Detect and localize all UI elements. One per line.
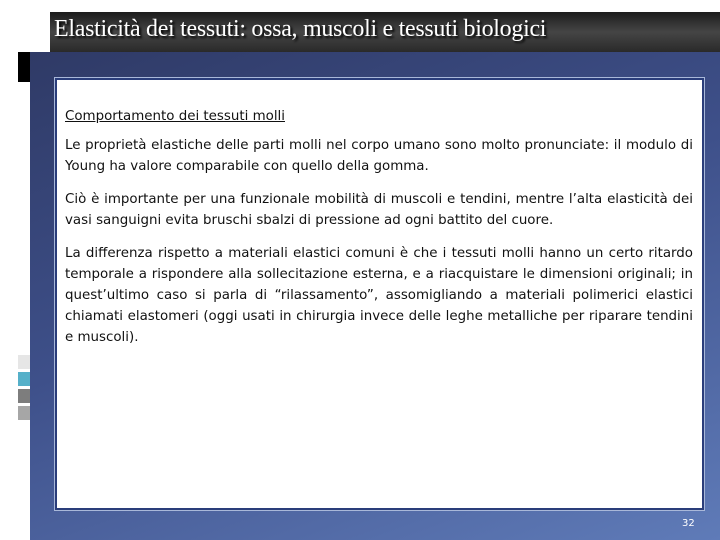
- paragraph-1: Le proprietà elastiche delle parti molli nel corpo umano sono molto pronunciate: il modulo di Young ha valore comparabile con quello della gomma.: [65, 138, 693, 174]
- title-bar: [50, 12, 720, 52]
- paragraph-2: Ciò è importante per una funzionale mobilità di muscoli e tendini, mentre l’alta elasticità dei vasi sanguigni evita bruschi sbalzi di pressione ad ogni battito del cuore.: [65, 192, 693, 228]
- decorative-bar-light: [18, 355, 30, 369]
- slide-title: Elasticità dei tessuti: ossa, muscoli e tessuti biologici: [54, 16, 547, 42]
- decorative-bar-cyan: [18, 372, 30, 386]
- decorative-black-block: [18, 52, 30, 82]
- content-text: [65, 106, 693, 360]
- content-box: [55, 78, 704, 510]
- page-number: 32: [682, 518, 695, 529]
- decorative-bar-silver: [18, 406, 30, 420]
- section-heading: Comportamento dei tessuti molli: [65, 109, 285, 124]
- paragraph-3: La differenza rispetto a materiali elastici comuni è che i tessuti molli hanno un certo ritardo temporale a rispondere alla sollecitazione esterna, e a riacquistare le dimensioni originali; in quest’ultimo caso si parla di “rilassamento”, assomigliando a materiali polimerici elastici chiamati elastomeri (oggi usati in chirurgia invece delle leghe metalliche per riparare tendini e muscoli).: [65, 246, 693, 345]
- decorative-bar-gray: [18, 389, 30, 403]
